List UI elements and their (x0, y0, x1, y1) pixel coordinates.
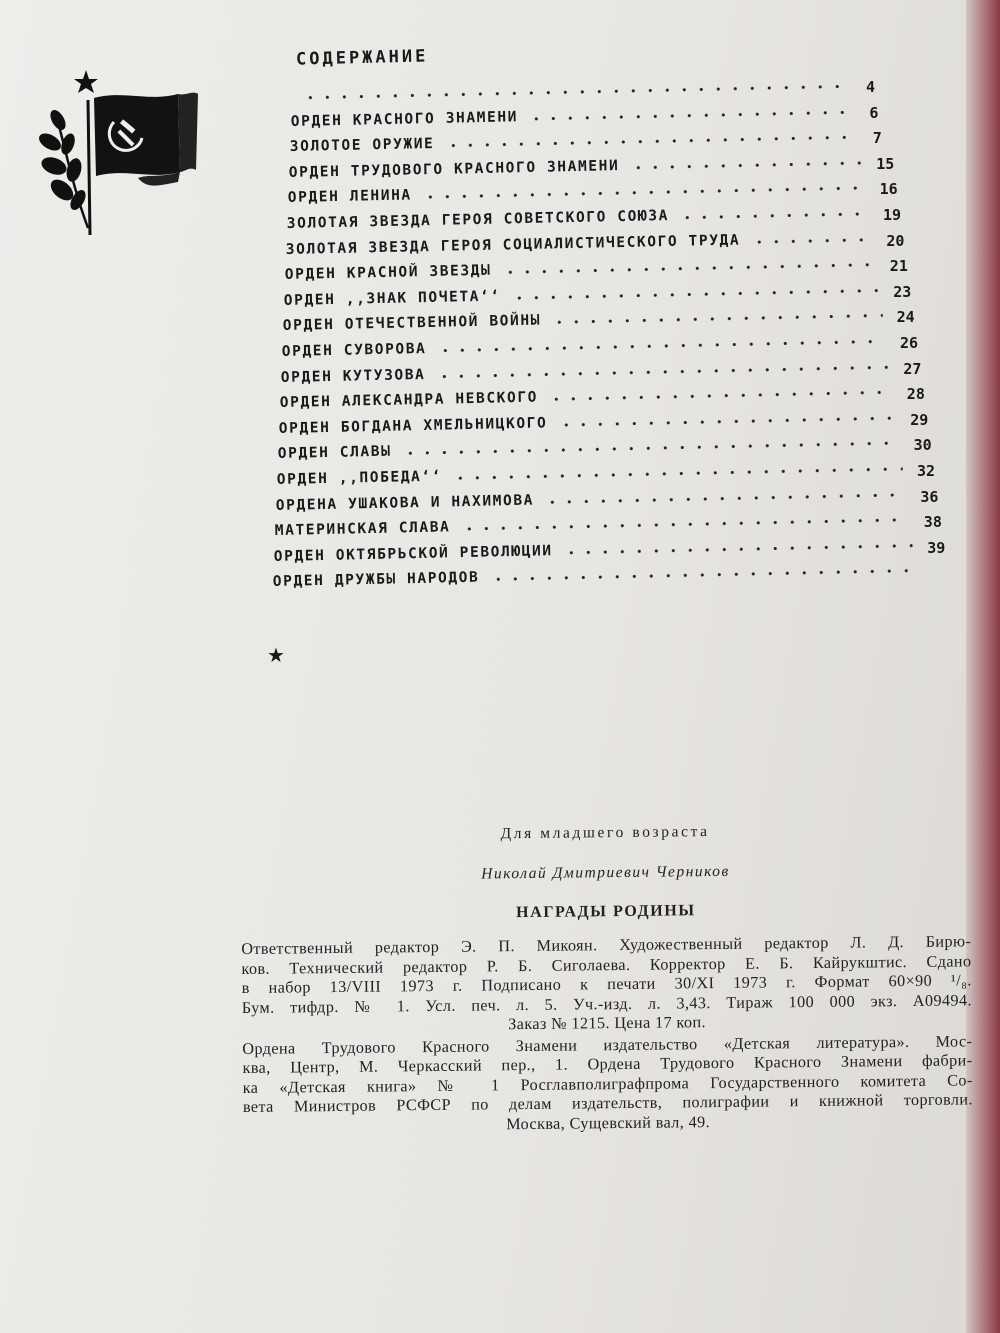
toc-item-label: ОРДЕН ОКТЯБРЬСКОЙ РЕВОЛЮЦИИ (273, 542, 553, 565)
toc-item-page: 20 (886, 231, 905, 250)
toc-item-label: ОРДЕНА УШАКОВА И НАХИМОВА (275, 492, 535, 514)
toc-item-page: 21 (889, 257, 908, 276)
toc-item-page: 4 (866, 78, 876, 96)
toc-item-page: 19 (883, 206, 902, 224)
toc-item-label: ОРДЕН КРАСНОЙ ЗВЕЗДЫ (284, 262, 492, 284)
toc-item-page: 30 (913, 436, 932, 455)
toc-item-label: ЗОЛОТАЯ ЗВЕЗДА ГЕРОЯ СОВЕТСКОГО СОЮЗА (286, 207, 670, 232)
toc-item-label: ОРДЕН КРАСНОГО ЗНАМЕНИ (290, 108, 519, 130)
toc-item-page: 36 (920, 487, 939, 506)
toc-item-page: 16 (879, 180, 898, 199)
toc-item-page: 28 (906, 385, 925, 404)
imprint-line: ков. Технический редактор Р. Б. Сиголаева. Корректор Е. Б. Кайрукштис. Сдано (241, 951, 972, 978)
imprint-line: Ответственный редактор Э. П. Микоян. Художественный редактор Л. Д. Бирю- (241, 932, 972, 958)
imprint-line: Бум. тифдр. № 1. Усл. печ. л. 5. Уч.-изд. л. 3,43. Тираж 100 000 экз. А09494. (241, 990, 972, 1017)
toc-item-page: 29 (910, 410, 929, 429)
toc-item-label: ОРДЕН АЛЕКСАНДРА НЕВСКОГО (279, 389, 539, 412)
toc-item-page: 26 (900, 334, 919, 352)
toc-item-label: ОРДЕН ,,ЗНАК ПОЧЕТА‘‘ (283, 288, 501, 309)
toc-leader-dots (750, 236, 872, 245)
toc-item-label: ОРДЕН ЛЕНИНА (287, 187, 412, 207)
publisher-line: Ордена Трудового Красного Знамени издательство «Детская литература». Мос- (242, 1031, 973, 1058)
audience-note: Для младшего возраста (500, 823, 710, 843)
table-of-contents (0, 0, 1000, 640)
toc-item-page: 39 (927, 538, 946, 557)
toc-item-label: МАТЕРИНСКАЯ СЛАВА (274, 519, 451, 540)
toc-leader-dots (679, 211, 869, 221)
toc-item-page: 6 (869, 103, 879, 122)
toc-item-page: 23 (893, 282, 912, 301)
toc-item-label: ОРДЕН ,,ПОБЕДА‘‘ (276, 468, 443, 488)
author-name: Николай Дмитриевич Черников (481, 862, 730, 883)
toc-item-label: ОРДЕН КУТУЗОВА (280, 366, 426, 386)
star-icon: ★ (267, 643, 285, 667)
toc-item-label: ЗОЛОТАЯ ЗВЕЗДА ГЕРОЯ СОЦИАЛИСТИЧЕСКОГО ТРУДА (285, 232, 741, 258)
toc-item-page: 24 (896, 308, 915, 327)
toc-item-label: ОРДЕН БОГДАНА ХМЕЛЬНИЦКОГО (278, 415, 548, 437)
toc-item-label: ОРДЕН ДРУЖБЫ НАРОДОВ (272, 570, 480, 591)
toc-item-page: 27 (903, 359, 922, 378)
book-title: НАГРАДЫ РОДИНЫ (516, 902, 696, 922)
imprint-line: в набор 13/VIII 1973 г. Подписано к печати 30/XI 1973 г. Формат 60×90 ¹/₈. (241, 971, 972, 997)
toc-leader-dots (489, 568, 916, 583)
toc-title: СОДЕРЖАНИЕ (295, 46, 429, 70)
toc-item-page: 32 (917, 462, 936, 480)
imprint-block (241, 932, 972, 1037)
imprint-line: Заказ № 1215. Цена 17 коп. (508, 1013, 707, 1034)
toc-item-page: 38 (923, 513, 942, 532)
colophon (240, 820, 973, 1137)
publisher-line: ква, Центр, М. Черкасский пер., 1. Ордена Трудового Красного Знамени фабри- (242, 1051, 973, 1077)
toc-item-label: ОРДЕН ТРУДОВОГО КРАСНОГО ЗНАМЕНИ (288, 157, 620, 181)
publisher-line: вета Министров РСФСР по делам издательств, полиграфии и книжной торговли. (242, 1090, 973, 1116)
toc-item-page: 15 (876, 154, 895, 173)
publisher-line: ка «Детская книга» № 1 Росглавполиграфпрома Государственного комитета Со- (242, 1070, 973, 1097)
toc-item-label: ОРДЕН СУВОРОВА (281, 340, 427, 360)
toc-item-label: ОРДЕН СЛАВЫ (277, 444, 392, 463)
toc-item-label: ЗОЛОТОЕ ОРУЖИЕ (289, 136, 435, 156)
publisher-block (242, 1032, 973, 1137)
publisher-line: Москва, Сущевский вал, 49. (506, 1112, 711, 1133)
toc-leader-dots (629, 160, 862, 171)
toc-item-page: 7 (872, 129, 882, 148)
toc-item-label: ОРДЕН ОТЕЧЕСТВЕННОЙ ВОЙНЫ (282, 312, 542, 335)
